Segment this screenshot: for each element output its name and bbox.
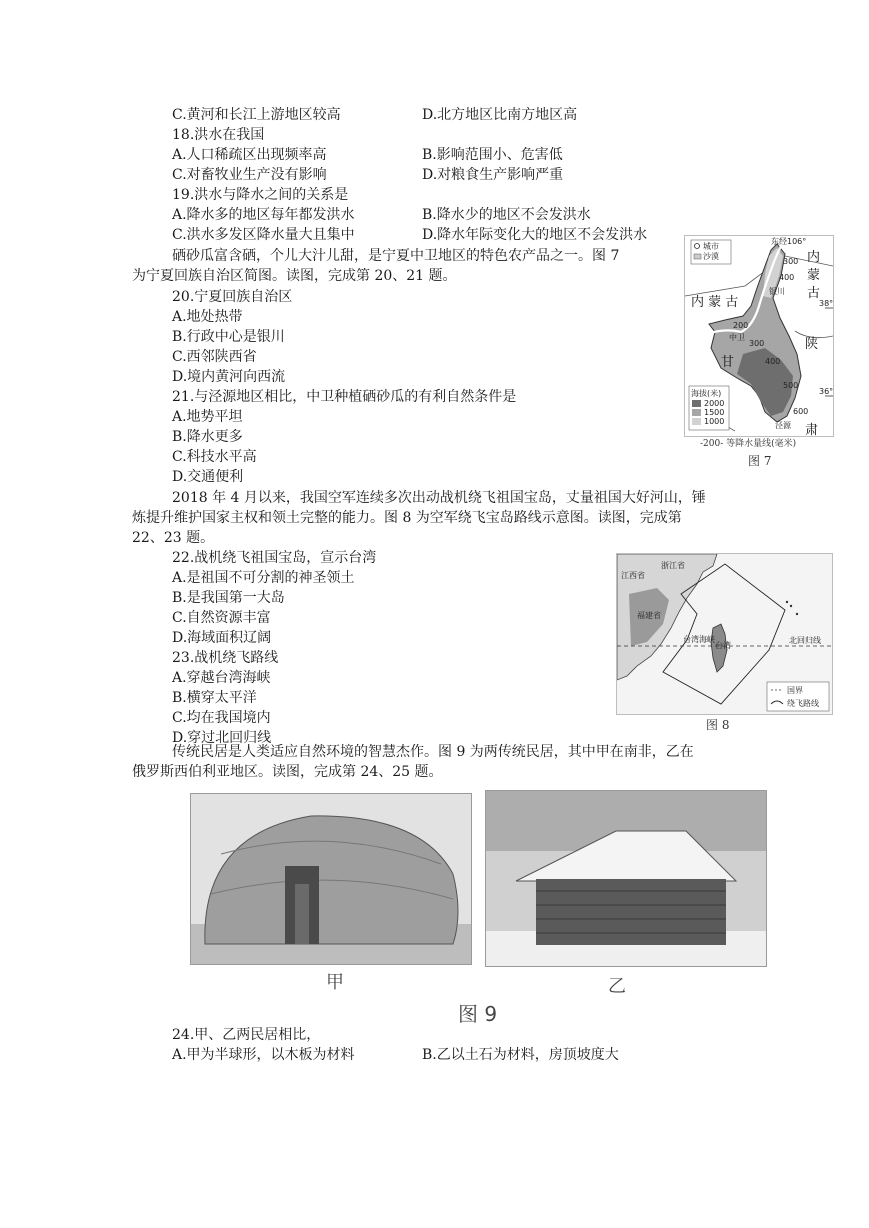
q21-option-b: B.降水更多 <box>172 429 243 445</box>
desert-symbol-icon <box>694 254 701 259</box>
jingyuan-label: 泾源 <box>775 421 791 430</box>
passage-1-line-1: 硒砂瓜富含硒，个儿大汁儿甜，是宁夏中卫地区的特色农产品之一。图 7 <box>172 248 620 264</box>
q18-option-c: C.对畜牧业生产没有影响 <box>172 167 327 183</box>
q18-option-a: A.人口稀疏区出现频率高 <box>172 147 327 163</box>
q18-option-b: B.影响范围小、危害低 <box>422 147 563 163</box>
label-jia: 甲 <box>326 972 344 993</box>
q18-option-d: D.对粮食生产影响严重 <box>422 167 564 183</box>
figure-7-ningxia-map <box>684 235 834 437</box>
q21-stem: 21.与泾源地区相比，中卫种植硒砂瓜的有利自然条件是 <box>172 389 517 405</box>
hut-illustration <box>191 794 471 964</box>
passage-3-line-1: 传统民居是人类适应自然环境的智慧杰作。图 9 为两传统民居，其中甲在南非，乙在 <box>172 744 694 760</box>
q22-option-c: C.自然资源丰富 <box>172 610 271 626</box>
island-dot <box>796 613 798 615</box>
q22-option-a: A.是祖国不可分割的神圣领土 <box>172 570 355 586</box>
elevation-legend-title: 海拔(米) <box>691 389 722 398</box>
shaanxi-label: 陕 <box>805 337 819 352</box>
person-figure <box>295 884 309 944</box>
inner-mongolia-label-1: 内 <box>807 250 821 265</box>
fujian-label: 福建省 <box>637 611 661 620</box>
tropic-label: 北回归线 <box>789 636 821 645</box>
q24-stem: 24.甲、乙两民居相比， <box>172 1027 321 1043</box>
gansu-label: 甘 <box>721 355 735 370</box>
q24-option-b: B.乙以土石为材料，房顶坡度大 <box>422 1047 619 1063</box>
passage-2-line-1: 2018 年 4 月以来，我国空军连续多次出动战机绕飞祖国宝岛，丈量祖国大好河山，锤 <box>172 490 706 506</box>
legend-route-label: 绕飞路线 <box>787 699 819 708</box>
elevation-level-high: 2000 <box>704 399 725 408</box>
q23-stem: 23.战机绕飞路线 <box>172 650 279 666</box>
isohyet-legend: -200- 等降水量线(毫米) <box>700 439 797 449</box>
route-map-svg <box>617 554 832 714</box>
elevation-swatch-low <box>692 418 701 425</box>
zhongwei-label: 中卫 <box>729 333 745 342</box>
dwelling-a-photo <box>190 793 472 965</box>
lat-38-label: 38° <box>819 299 833 308</box>
legend-boundary-label: 国界 <box>787 686 803 695</box>
isohyet-value: 200 <box>733 321 749 330</box>
taiwan-label: 台湾 <box>715 641 731 650</box>
q19-option-c: C.洪水多发区降水量大且集中 <box>172 227 355 243</box>
dwelling-b-photo <box>485 790 767 967</box>
passage-1-line-2: 为宁夏回族自治区简图。读图，完成第 20、21 题。 <box>132 268 457 284</box>
q20-stem: 20.宁夏回族自治区 <box>172 289 293 305</box>
q21-option-a: A.地势平坦 <box>172 409 243 425</box>
q19-stem: 19.洪水与降水之间的关系是 <box>172 187 349 203</box>
legend-desert-label: 沙漠 <box>703 252 719 261</box>
q21-option-d: D.交通便利 <box>172 469 244 485</box>
isohyet-value: 600 <box>793 407 809 416</box>
q20-option-d: D.境内黄河向西流 <box>172 369 286 385</box>
q20-option-a: A.地处热带 <box>172 309 243 325</box>
ningxia-map-svg <box>685 236 833 436</box>
elevation-level-mid: 1500 <box>704 408 725 417</box>
zhejiang-label: 浙江省 <box>661 561 685 570</box>
q22-option-d: D.海域面积辽阔 <box>172 630 272 646</box>
q19-option-d: D.降水年际变化大的地区不会发洪水 <box>422 227 648 243</box>
q20-option-c: C.西邻陕西省 <box>172 349 257 365</box>
q20-option-b: B.行政中心是银川 <box>172 329 285 345</box>
island-dot <box>786 601 788 603</box>
figure-8-caption: 图 8 <box>706 718 730 732</box>
elevation-swatch-high <box>692 400 701 407</box>
q22-option-b: B.是我国第一大岛 <box>172 590 285 606</box>
inner-mongolia-label-left: 内 蒙 古 <box>691 295 739 310</box>
inner-mongolia-label-3: 古 <box>807 286 821 301</box>
strait-label: 台湾海峡 <box>683 635 715 644</box>
island-dot <box>790 605 792 607</box>
q19-option-b: B.降水少的地区不会发洪水 <box>422 207 591 223</box>
q22-stem: 22.战机绕飞祖国宝岛，宣示台湾 <box>172 550 377 566</box>
q24-option-a: A.甲为半球形，以木板为材料 <box>172 1047 355 1063</box>
log-cabin-illustration <box>486 791 766 966</box>
q18-stem: 18.洪水在我国 <box>172 127 265 143</box>
jiangxi-label: 江西省 <box>621 571 645 580</box>
q17-option-c: C.黄河和长江上游地区较高 <box>172 107 341 123</box>
figure-9-caption: 图 9 <box>458 1002 498 1026</box>
q23-option-c: C.均在我国境内 <box>172 710 271 726</box>
yinchuan-label: 银川 <box>769 287 785 296</box>
isohyet-value: 400 <box>765 357 781 366</box>
q23-option-b: B.横穿太平洋 <box>172 690 257 706</box>
log-wall <box>536 879 726 945</box>
q23-option-d: D.穿过北回归线 <box>172 730 272 746</box>
lat-36-label: 36° <box>819 387 833 396</box>
figure-7-caption: 图 7 <box>748 454 772 468</box>
passage-2-line-2: 炼提升维护国家主权和领土完整的能力。图 8 为空军绕飞宝岛路线示意图。读图，完成第 <box>132 510 682 526</box>
isohyet-value: 500 <box>783 381 799 390</box>
passage-2-line-3: 22、23 题。 <box>132 530 215 546</box>
q19-option-a: A.降水多的地区每年都发洪水 <box>172 207 355 223</box>
elevation-level-low: 1000 <box>704 417 725 426</box>
passage-3-line-2: 俄罗斯西伯利亚地区。读图，完成第 24、25 题。 <box>132 764 443 780</box>
isohyet-value: 300 <box>749 339 765 348</box>
figure-8-route-map <box>616 553 833 715</box>
q21-option-c: C.科技水平高 <box>172 449 257 465</box>
q17-option-d: D.北方地区比南方地区高 <box>422 107 578 123</box>
gansu2-label: 肃 <box>805 423 819 436</box>
inner-mongolia-label-2: 蒙 <box>807 268 821 283</box>
elevation-swatch-mid <box>692 409 701 416</box>
label-yi: 乙 <box>608 976 626 997</box>
isohyet-value: 300 <box>783 257 799 266</box>
legend-city-label: 城市 <box>703 242 719 251</box>
longitude-label: 东经106° <box>771 237 807 246</box>
isohyet-value: 400 <box>779 273 795 282</box>
q23-option-a: A.穿越台湾海峡 <box>172 670 271 686</box>
